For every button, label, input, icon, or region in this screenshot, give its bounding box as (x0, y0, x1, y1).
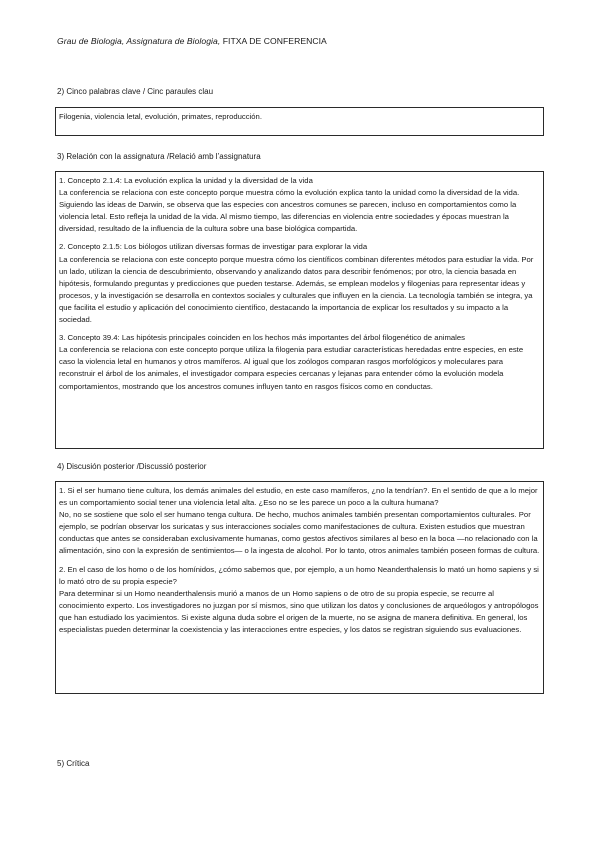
section-4-title: 4) Discusión posterior /Discussió posterior (57, 462, 207, 471)
concept-3-body: La conferencia se relaciona con este concepto porque utiliza la filogenia para estudiar características heredadas entre especies, en este caso la violencia letal en humanos y otros mamíferos. Al igual que los zoólogos comparan rasgos morfológicos y moleculares para reconstruir el árbol de los animales, el investigador compara especies cercanas y lejanas para entender cómo la evolución modela comportamientos, mostrando que los ancestros comunes influyen tanto en rasgos físicos como en conductas. (59, 345, 524, 391)
question-1: 1. Si el ser humano tiene cultura, los demás animales del estudio, en este caso mamíferos, ¿no la tendrían?. En el sentido de que a lo mejor es un comportamiento social tener una violencia letal alta. ¿Eso no se les parece un poco a la cultura humana? (59, 486, 538, 508)
concept-2-body: La conferencia se relaciona con este concepto porque muestra cómo los científicos combinan diferentes métodos para estudiar la vida. Por un lado, utilizan la ciencia de descubrimiento, observando y analizando datos para describir fenómenos; por otro, la ciencia basada en hipótesis, formulando preguntas y predicciones que pueden testarse. Además, se emplean modelos y filogenias para representar ideas y procesos, y la investigación se desarrolla en contextos sociales y culturales que influyen en la ciencia. La tecnología también se integra, ya que facilita el estudio y aplicación del conocimiento científico, destacando la importancia de explicar los resultados y su impacto a la sociedad. (59, 254, 534, 325)
keywords-text: Filogenia, violencia letal, evolución, primates, reproducción. (59, 112, 262, 121)
concept-1-heading: 1. Concepto 2.1.4: La evolución explica la unidad y la diversidad de la vida (59, 176, 313, 185)
section-3-title: 3) Relación con la assignatura /Relació amb l’assignatura (57, 152, 261, 161)
section-2-title: 2) Cinco palabras clave / Cinc paraules clau (57, 87, 214, 96)
relation-box (55, 171, 544, 449)
document-header (57, 36, 327, 46)
concept-3-heading: 3. Concepto 39.4: Las hipótesis principales coinciden en los hechos más importantes del árbol filogenético de animales (59, 333, 465, 343)
concept-1-body: La conferencia se relaciona con este concepto porque muestra cómo la evolución explica tanto la unidad como la diversidad de la vida. Siguiendo las ideas de Darwin, se observa que las especies con ancestros comunes se parecen, incluso en comportamientos como la violencia letal. Esto refleja la unidad de la vida. Al mismo tiempo, las diferencias en violencia entre sociedades y épocas muestran la diversidad, resultado de la influencia de la cultura sobre una base biológica compartida. (59, 188, 520, 234)
question-2: 2. En el caso de los homo o de los homínidos, ¿cómo sabemos que, por ejemplo, a un homo Neanderthalensis lo mató un homo sapiens y si lo mató otro de su propia especie? (59, 564, 539, 586)
answer-1: No, no se sostiene que solo el ser humano tenga cultura. De hecho, muchos animales también presentan comportamientos culturales. Por ejemplo, se podrían observar los suricatas y sus interacciones sociales como manifestaciones de cultura. Existen estudios que muestran conductas que antes se consideraban exclusivamente humanas, como gestos afectivos similares al beso en la boca —no relacionado con la alimentación, sino con la expresión de sentimientos— o la ingesta de alcohol. Por lo tanto, otros animales también poseen formas de cultura. (59, 510, 540, 556)
header-doc-type: FITXA DE CONFERENCIA (220, 36, 327, 46)
concept-2-heading: 2. Concepto 2.1.5: Los biólogos utilizan diversas formas de investigar para explorar la vida (59, 242, 368, 252)
discussion-box (55, 481, 544, 694)
section-5-title: 5) Crítica (57, 759, 90, 768)
header-course-info: Grau de Biologia, Assignatura de Biologia, (57, 36, 221, 46)
answer-2: Para determinar si un Homo neanderthalensis murió a manos de un Homo sapiens o de otro de su propia especie, se recurre al conocimiento experto. Los investigadores no juzgan por sí mismos, sino que utilizan los datos y conclusiones de arqueólogos y antropólogos que han estudiado los yacimientos. Si existe alguna duda sobre el origen de la muerte, no se asigna de manera definitiva. En general, los especialistas pueden determinar la coexistencia y las interacciones entre especies, y los datos se registran siguiendo sus evaluaciones. (59, 588, 539, 635)
keywords-box (55, 107, 544, 136)
